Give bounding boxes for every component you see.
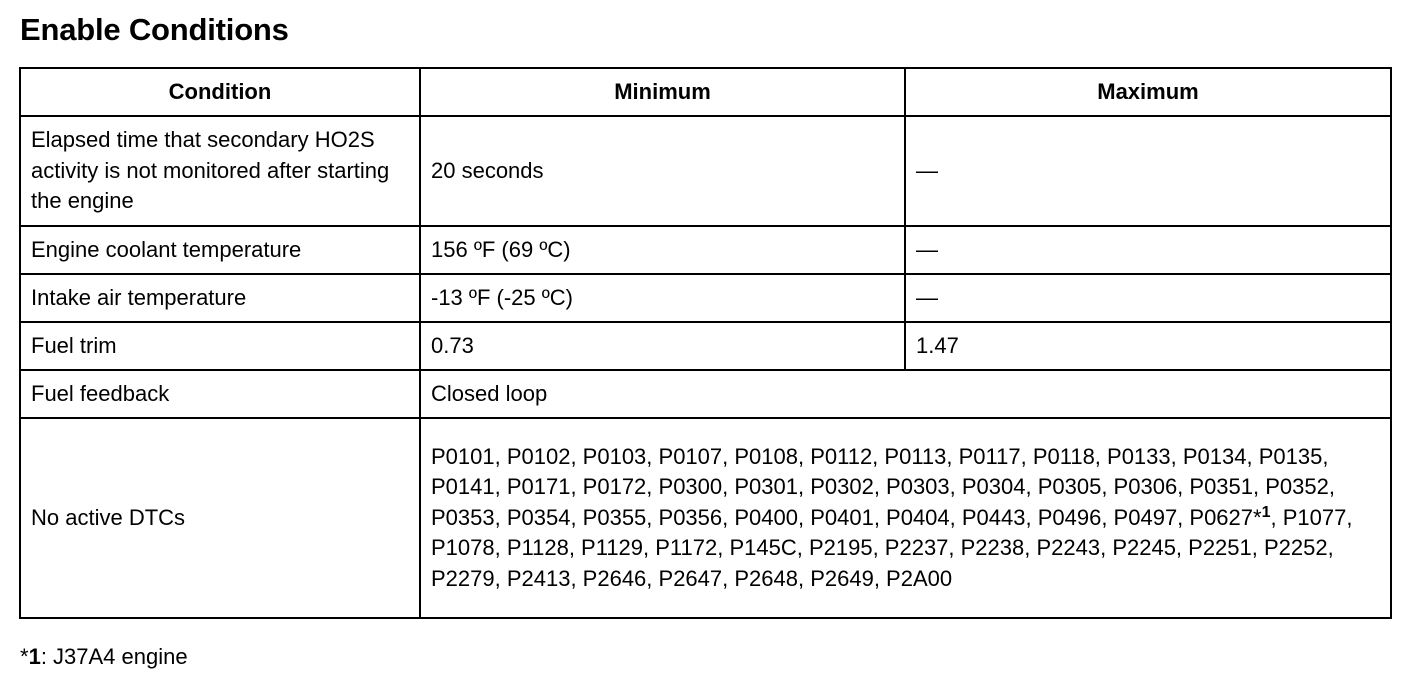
table-row bbox=[20, 418, 1391, 618]
value-cell: Closed loop bbox=[420, 370, 1391, 418]
minimum-cell: -13 ºF (-25 ºC) bbox=[420, 274, 905, 322]
table-row bbox=[20, 370, 1391, 418]
dtc-list-part-1: P0101, P0102, P0103, P0107, P0108, P0112, P0113, P0117, P0118, P0133, P0134, P0135, P0141, P0171, P0172, P0300, P0301, P0302, P0303, P0304, P0305, P0306, P0351, P0352, P0353, P0354, P0355, P0356, P0400, P0401, P0404, P0443, P0496, P0497, P0627* bbox=[431, 443, 1335, 530]
header-minimum: Minimum bbox=[420, 68, 905, 116]
condition-cell: No active DTCs bbox=[20, 418, 420, 618]
maximum-cell: 1.47 bbox=[905, 322, 1391, 370]
footnote-star: * bbox=[20, 644, 29, 669]
footnote-reference: 1 bbox=[1261, 503, 1271, 521]
footnote bbox=[20, 644, 188, 670]
minimum-cell: 0.73 bbox=[420, 322, 905, 370]
table-row bbox=[20, 322, 1391, 370]
enable-conditions-table bbox=[19, 67, 1392, 619]
maximum-cell: — bbox=[905, 116, 1391, 226]
footnote-text: : J37A4 engine bbox=[40, 644, 188, 669]
table-header-row bbox=[20, 68, 1391, 116]
minimum-cell: 156 ºF (69 ºC) bbox=[420, 226, 905, 274]
dtc-list-part-2: , P1077, P1078, P1128, P1129, P1172, P145C, P2195, P2237, P2238, P2243, P2245, P2251, P2252, P2279, P2413, P2646, P2647, P2648, P2649, P2A00 bbox=[431, 504, 1353, 591]
table-row bbox=[20, 116, 1391, 226]
minimum-cell: 20 seconds bbox=[420, 116, 905, 226]
table-row bbox=[20, 274, 1391, 322]
condition-cell: Intake air temperature bbox=[20, 274, 420, 322]
header-condition: Condition bbox=[20, 68, 420, 116]
header-maximum: Maximum bbox=[905, 68, 1391, 116]
condition-cell: Fuel feedback bbox=[20, 370, 420, 418]
table-row bbox=[20, 226, 1391, 274]
page-title: Enable Conditions bbox=[20, 12, 289, 47]
footnote-number: 1 bbox=[28, 644, 41, 669]
condition-cell: Fuel trim bbox=[20, 322, 420, 370]
footnote-marker bbox=[20, 644, 41, 669]
condition-cell: Elapsed time that secondary HO2S activity is not monitored after starting the engine bbox=[20, 116, 420, 226]
maximum-cell: — bbox=[905, 274, 1391, 322]
maximum-cell: — bbox=[905, 226, 1391, 274]
dtc-list-cell bbox=[420, 418, 1391, 618]
condition-cell: Engine coolant temperature bbox=[20, 226, 420, 274]
